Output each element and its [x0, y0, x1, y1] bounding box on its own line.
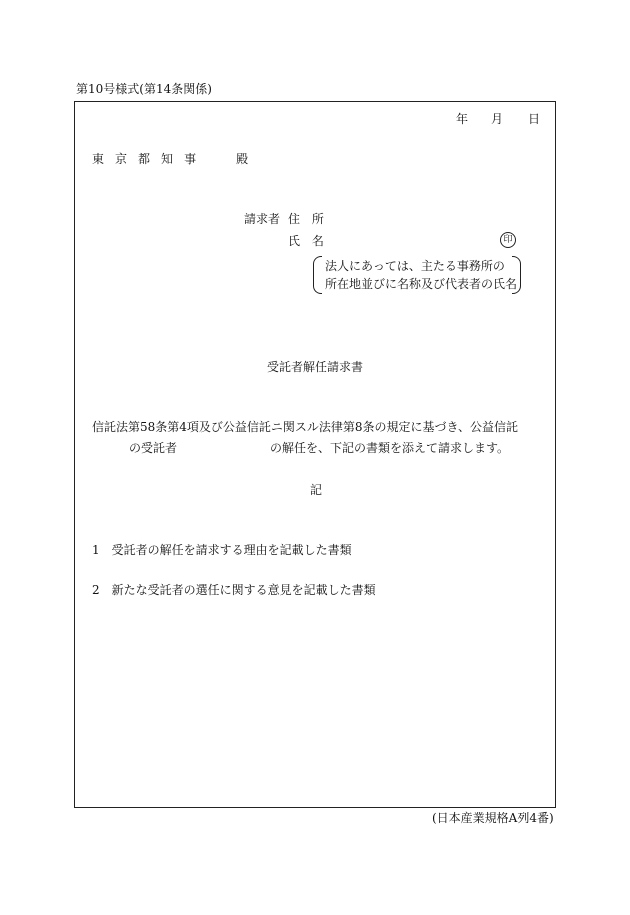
- addressee-honorific: 殿: [236, 152, 249, 166]
- document-title: 受託者解任請求書: [267, 360, 364, 374]
- addressee-char: 東: [92, 152, 105, 166]
- addressee-char: 京: [115, 152, 128, 166]
- date-year-label: 年: [456, 112, 469, 126]
- corporate-note-line1: 法人にあっては、主たる事務所の: [325, 259, 505, 273]
- body-text-line1: 信託法第58条第4項及び公益信託ニ関スル法律第8条の規定に基づき、公益信託: [92, 420, 519, 434]
- addressee-char: 都: [138, 152, 151, 166]
- list-item: 1 受託者の解任を請求する理由を記載した書類: [92, 543, 352, 557]
- bracket-left: [313, 256, 322, 294]
- requester-label: 請求者: [244, 212, 281, 226]
- addressee-char: 事: [184, 152, 197, 166]
- date-month-label: 月: [491, 112, 504, 126]
- seal-mark: 印: [500, 232, 516, 248]
- form-number: 第10号様式(第14条関係): [76, 82, 212, 96]
- address-label: 住 所: [288, 212, 328, 226]
- corporate-note: [313, 256, 521, 294]
- addressee-char: 知: [161, 152, 174, 166]
- addressee: [92, 153, 248, 165]
- note-heading: 記: [310, 483, 323, 497]
- corporate-note-line2: 所在地並びに名称及び代表者の氏名: [325, 277, 518, 291]
- body-text-line2-start: の受託者: [129, 441, 178, 455]
- body-text-line2-end: の解任を、下記の書類を添えて請求します。: [270, 441, 510, 455]
- paper-size-note: (日本産業規格A列4番): [432, 811, 554, 825]
- bracket-right: [512, 256, 521, 294]
- name-label: 氏 名: [288, 234, 328, 248]
- date-day-label: 日: [528, 112, 541, 126]
- list-item: 2 新たな受託者の選任に関する意見を記載した書類: [92, 583, 376, 597]
